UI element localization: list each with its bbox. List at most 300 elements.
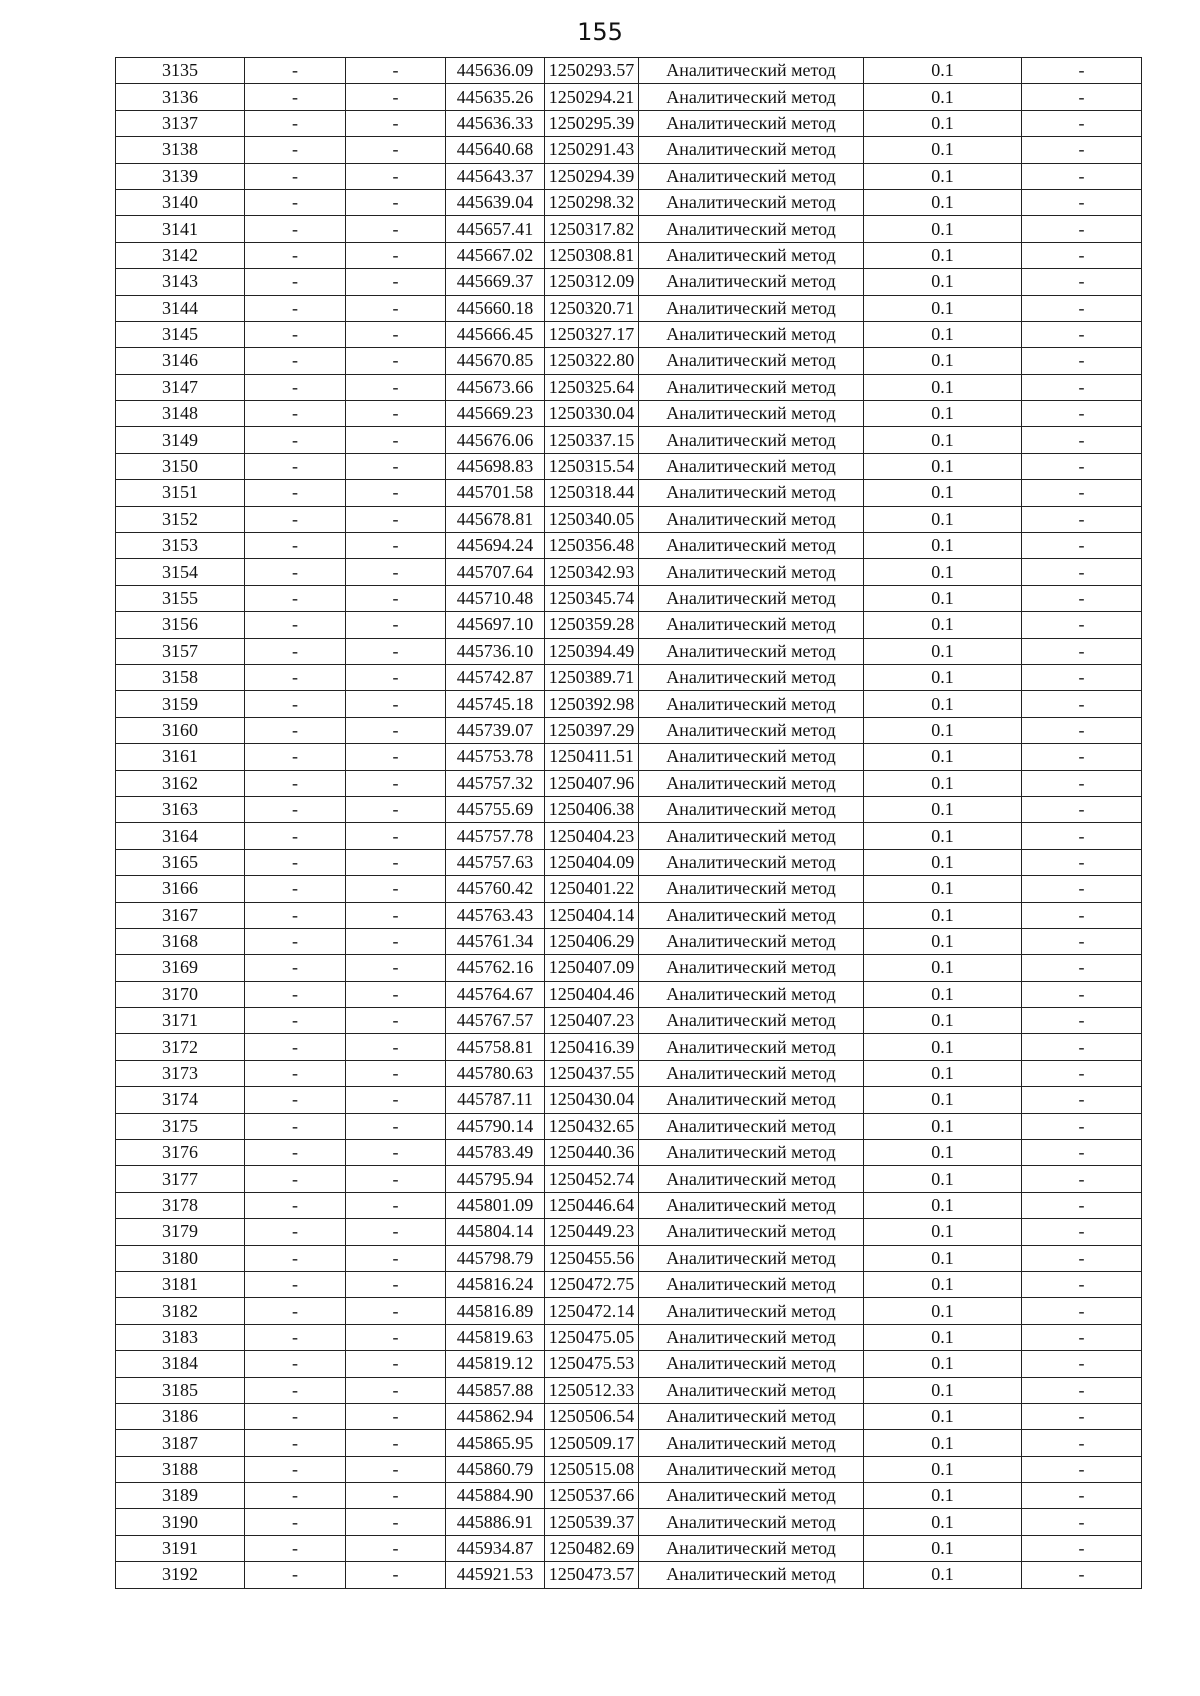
coord-y-cell: 1250294.39 [545,163,639,189]
point-number-cell: 3191 [116,1535,245,1561]
coord-x-cell: 445667.02 [446,242,545,268]
note-cell: - [1022,242,1142,268]
accuracy-cell: 0.1 [864,664,1022,690]
dash-cell-b: - [346,664,446,690]
dash-cell-b: - [346,585,446,611]
dash-cell-b: - [346,480,446,506]
method-cell: Аналитический метод [639,84,864,110]
point-number-cell: 3148 [116,401,245,427]
coord-x-cell: 445698.83 [446,453,545,479]
coord-y-cell: 1250404.23 [545,823,639,849]
coord-x-cell: 445857.88 [446,1377,545,1403]
coord-x-cell: 445669.37 [446,269,545,295]
accuracy-cell: 0.1 [864,137,1022,163]
coord-y-cell: 1250475.05 [545,1324,639,1350]
accuracy-cell: 0.1 [864,1377,1022,1403]
point-number-cell: 3149 [116,427,245,453]
table-row [116,1271,1142,1297]
accuracy-cell: 0.1 [864,480,1022,506]
accuracy-cell: 0.1 [864,691,1022,717]
dash-cell-b: - [346,1324,446,1350]
dash-cell-a: - [245,1456,346,1482]
dash-cell-a: - [245,928,346,954]
point-number-cell: 3181 [116,1271,245,1297]
accuracy-cell: 0.1 [864,559,1022,585]
point-number-cell: 3153 [116,533,245,559]
accuracy-cell: 0.1 [864,585,1022,611]
dash-cell-a: - [245,1060,346,1086]
dash-cell-a: - [245,849,346,875]
accuracy-cell: 0.1 [864,1034,1022,1060]
dash-cell-a: - [245,1166,346,1192]
coord-y-cell: 1250407.96 [545,770,639,796]
method-cell: Аналитический метод [639,480,864,506]
coord-x-cell: 445745.18 [446,691,545,717]
note-cell: - [1022,1034,1142,1060]
method-cell: Аналитический метод [639,533,864,559]
accuracy-cell: 0.1 [864,1166,1022,1192]
dash-cell-a: - [245,1430,346,1456]
method-cell: Аналитический метод [639,612,864,638]
dash-cell-a: - [245,1483,346,1509]
coord-x-cell: 445739.07 [446,717,545,743]
coord-y-cell: 1250539.37 [545,1509,639,1535]
table-row [116,691,1142,717]
table-row [116,295,1142,321]
dash-cell-a: - [245,638,346,664]
dash-cell-b: - [346,1113,446,1139]
method-cell: Аналитический метод [639,427,864,453]
coord-y-cell: 1250537.66 [545,1483,639,1509]
table-row [116,1430,1142,1456]
dash-cell-b: - [346,928,446,954]
method-cell: Аналитический метод [639,981,864,1007]
note-cell: - [1022,295,1142,321]
dash-cell-a: - [245,480,346,506]
dash-cell-a: - [245,242,346,268]
point-number-cell: 3142 [116,242,245,268]
accuracy-cell: 0.1 [864,955,1022,981]
coord-y-cell: 1250512.33 [545,1377,639,1403]
dash-cell-b: - [346,559,446,585]
dash-cell-a: - [245,453,346,479]
dash-cell-a: - [245,1298,346,1324]
note-cell: - [1022,506,1142,532]
coord-y-cell: 1250472.75 [545,1271,639,1297]
point-number-cell: 3136 [116,84,245,110]
dash-cell-a: - [245,1403,346,1429]
point-number-cell: 3141 [116,216,245,242]
method-cell: Аналитический метод [639,137,864,163]
table-row [116,401,1142,427]
coord-x-cell: 445676.06 [446,427,545,453]
method-cell: Аналитический метод [639,876,864,902]
note-cell: - [1022,691,1142,717]
dash-cell-b: - [346,506,446,532]
dash-cell-b: - [346,876,446,902]
dash-cell-b: - [346,691,446,717]
coord-y-cell: 1250404.09 [545,849,639,875]
accuracy-cell: 0.1 [864,216,1022,242]
accuracy-cell: 0.1 [864,58,1022,84]
table-row [116,1219,1142,1245]
table-row [116,1351,1142,1377]
dash-cell-a: - [245,1351,346,1377]
method-cell: Аналитический метод [639,1509,864,1535]
dash-cell-b: - [346,1219,446,1245]
note-cell: - [1022,1113,1142,1139]
coord-x-cell: 445758.81 [446,1034,545,1060]
note-cell: - [1022,902,1142,928]
accuracy-cell: 0.1 [864,1483,1022,1509]
point-number-cell: 3160 [116,717,245,743]
accuracy-cell: 0.1 [864,295,1022,321]
accuracy-cell: 0.1 [864,1087,1022,1113]
table-row [116,717,1142,743]
accuracy-cell: 0.1 [864,189,1022,215]
method-cell: Аналитический метод [639,902,864,928]
coord-x-cell: 445934.87 [446,1535,545,1561]
table-row [116,1298,1142,1324]
dash-cell-b: - [346,1535,446,1561]
coord-x-cell: 445736.10 [446,638,545,664]
coord-y-cell: 1250404.14 [545,902,639,928]
point-number-cell: 3145 [116,321,245,347]
point-number-cell: 3168 [116,928,245,954]
coord-y-cell: 1250312.09 [545,269,639,295]
dash-cell-a: - [245,1245,346,1271]
table-row [116,981,1142,1007]
dash-cell-b: - [346,242,446,268]
coord-x-cell: 445678.81 [446,506,545,532]
dash-cell-b: - [346,823,446,849]
accuracy-cell: 0.1 [864,453,1022,479]
table-row [116,876,1142,902]
table-row [116,744,1142,770]
point-number-cell: 3159 [116,691,245,717]
table-row [116,1034,1142,1060]
table-row [116,955,1142,981]
dash-cell-a: - [245,691,346,717]
note-cell: - [1022,110,1142,136]
point-number-cell: 3140 [116,189,245,215]
coord-x-cell: 445694.24 [446,533,545,559]
table-row [116,928,1142,954]
accuracy-cell: 0.1 [864,1535,1022,1561]
accuracy-cell: 0.1 [864,321,1022,347]
note-cell: - [1022,1166,1142,1192]
accuracy-cell: 0.1 [864,1324,1022,1350]
coord-x-cell: 445767.57 [446,1008,545,1034]
method-cell: Аналитический метод [639,163,864,189]
dash-cell-b: - [346,612,446,638]
dash-cell-b: - [346,321,446,347]
table-row [116,1562,1142,1588]
coord-y-cell: 1250416.39 [545,1034,639,1060]
coord-y-cell: 1250473.57 [545,1562,639,1588]
point-number-cell: 3172 [116,1034,245,1060]
point-number-cell: 3167 [116,902,245,928]
note-cell: - [1022,638,1142,664]
coord-x-cell: 445707.64 [446,559,545,585]
accuracy-cell: 0.1 [864,1219,1022,1245]
method-cell: Аналитический метод [639,928,864,954]
point-number-cell: 3150 [116,453,245,479]
coord-y-cell: 1250295.39 [545,110,639,136]
dash-cell-b: - [346,955,446,981]
coord-x-cell: 445757.32 [446,770,545,796]
dash-cell-a: - [245,269,346,295]
coord-x-cell: 445816.89 [446,1298,545,1324]
method-cell: Аналитический метод [639,1140,864,1166]
coord-y-cell: 1250325.64 [545,374,639,400]
dash-cell-a: - [245,664,346,690]
coord-x-cell: 445673.66 [446,374,545,400]
dash-cell-b: - [346,1271,446,1297]
accuracy-cell: 0.1 [864,1509,1022,1535]
dash-cell-b: - [346,1377,446,1403]
accuracy-cell: 0.1 [864,744,1022,770]
point-number-cell: 3170 [116,981,245,1007]
table-row [116,902,1142,928]
coord-y-cell: 1250337.15 [545,427,639,453]
dash-cell-a: - [245,559,346,585]
point-number-cell: 3169 [116,955,245,981]
method-cell: Аналитический метод [639,1456,864,1482]
method-cell: Аналитический метод [639,1192,864,1218]
note-cell: - [1022,955,1142,981]
method-cell: Аналитический метод [639,691,864,717]
table-row [116,533,1142,559]
method-cell: Аналитический метод [639,374,864,400]
table-row [116,638,1142,664]
coord-y-cell: 1250440.36 [545,1140,639,1166]
point-number-cell: 3179 [116,1219,245,1245]
table-row [116,1483,1142,1509]
method-cell: Аналитический метод [639,849,864,875]
dash-cell-a: - [245,1192,346,1218]
coord-y-cell: 1250472.14 [545,1298,639,1324]
accuracy-cell: 0.1 [864,348,1022,374]
dash-cell-a: - [245,717,346,743]
table-row [116,1324,1142,1350]
note-cell: - [1022,1509,1142,1535]
page-number: 155 [577,18,623,46]
note-cell: - [1022,1430,1142,1456]
point-number-cell: 3152 [116,506,245,532]
dash-cell-b: - [346,189,446,215]
accuracy-cell: 0.1 [864,1430,1022,1456]
point-number-cell: 3177 [116,1166,245,1192]
dash-cell-b: - [346,269,446,295]
method-cell: Аналитический метод [639,348,864,374]
point-number-cell: 3138 [116,137,245,163]
dash-cell-b: - [346,796,446,822]
note-cell: - [1022,137,1142,163]
accuracy-cell: 0.1 [864,506,1022,532]
method-cell: Аналитический метод [639,1166,864,1192]
method-cell: Аналитический метод [639,1483,864,1509]
method-cell: Аналитический метод [639,585,864,611]
point-number-cell: 3187 [116,1430,245,1456]
coord-x-cell: 445639.04 [446,189,545,215]
accuracy-cell: 0.1 [864,981,1022,1007]
coord-x-cell: 445816.24 [446,1271,545,1297]
method-cell: Аналитический метод [639,1430,864,1456]
accuracy-cell: 0.1 [864,823,1022,849]
note-cell: - [1022,559,1142,585]
dash-cell-a: - [245,876,346,902]
coord-y-cell: 1250437.55 [545,1060,639,1086]
coord-x-cell: 445755.69 [446,796,545,822]
dash-cell-a: - [245,401,346,427]
accuracy-cell: 0.1 [864,533,1022,559]
table-row [116,321,1142,347]
coord-y-cell: 1250430.04 [545,1087,639,1113]
point-number-cell: 3186 [116,1403,245,1429]
dash-cell-a: - [245,1087,346,1113]
dash-cell-a: - [245,1271,346,1297]
table-row [116,374,1142,400]
note-cell: - [1022,1298,1142,1324]
dash-cell-a: - [245,348,346,374]
accuracy-cell: 0.1 [864,1298,1022,1324]
coord-x-cell: 445798.79 [446,1245,545,1271]
table-row [116,1060,1142,1086]
point-number-cell: 3185 [116,1377,245,1403]
accuracy-cell: 0.1 [864,1403,1022,1429]
dash-cell-a: - [245,796,346,822]
table-row [116,427,1142,453]
method-cell: Аналитический метод [639,1377,864,1403]
point-number-cell: 3176 [116,1140,245,1166]
point-number-cell: 3175 [116,1113,245,1139]
coord-y-cell: 1250293.57 [545,58,639,84]
dash-cell-b: - [346,902,446,928]
coord-y-cell: 1250315.54 [545,453,639,479]
table-row [116,770,1142,796]
accuracy-cell: 0.1 [864,84,1022,110]
dash-cell-a: - [245,1219,346,1245]
table-row [116,1192,1142,1218]
dash-cell-b: - [346,1456,446,1482]
note-cell: - [1022,1245,1142,1271]
dash-cell-b: - [346,1430,446,1456]
table-row [116,1456,1142,1482]
dash-cell-a: - [245,84,346,110]
note-cell: - [1022,216,1142,242]
method-cell: Аналитический метод [639,1034,864,1060]
note-cell: - [1022,585,1142,611]
note-cell: - [1022,717,1142,743]
coord-y-cell: 1250406.29 [545,928,639,954]
method-cell: Аналитический метод [639,1535,864,1561]
point-number-cell: 3182 [116,1298,245,1324]
coordinates-table [115,57,1142,1589]
dash-cell-b: - [346,1166,446,1192]
note-cell: - [1022,1456,1142,1482]
point-number-cell: 3178 [116,1192,245,1218]
dash-cell-b: - [346,1087,446,1113]
coord-y-cell: 1250342.93 [545,559,639,585]
note-cell: - [1022,664,1142,690]
method-cell: Аналитический метод [639,1351,864,1377]
method-cell: Аналитический метод [639,823,864,849]
coord-y-cell: 1250509.17 [545,1430,639,1456]
table-row [116,453,1142,479]
coord-y-cell: 1250291.43 [545,137,639,163]
table-row [116,84,1142,110]
dash-cell-a: - [245,1034,346,1060]
coord-y-cell: 1250482.69 [545,1535,639,1561]
dash-cell-b: - [346,1351,446,1377]
note-cell: - [1022,1271,1142,1297]
note-cell: - [1022,1403,1142,1429]
table-row [116,506,1142,532]
accuracy-cell: 0.1 [864,796,1022,822]
coord-x-cell: 445757.78 [446,823,545,849]
dash-cell-a: - [245,1509,346,1535]
coord-y-cell: 1250394.49 [545,638,639,664]
note-cell: - [1022,321,1142,347]
dash-cell-b: - [346,1245,446,1271]
method-cell: Аналитический метод [639,453,864,479]
accuracy-cell: 0.1 [864,1271,1022,1297]
coord-x-cell: 445742.87 [446,664,545,690]
point-number-cell: 3147 [116,374,245,400]
accuracy-cell: 0.1 [864,770,1022,796]
note-cell: - [1022,928,1142,954]
coord-x-cell: 445660.18 [446,295,545,321]
dash-cell-b: - [346,1192,446,1218]
coord-y-cell: 1250446.64 [545,1192,639,1218]
dash-cell-a: - [245,374,346,400]
dash-cell-a: - [245,981,346,1007]
dash-cell-a: - [245,137,346,163]
coord-x-cell: 445710.48 [446,585,545,611]
note-cell: - [1022,1324,1142,1350]
coord-x-cell: 445886.91 [446,1509,545,1535]
method-cell: Аналитический метод [639,295,864,321]
point-number-cell: 3143 [116,269,245,295]
coord-y-cell: 1250392.98 [545,691,639,717]
dash-cell-b: - [346,981,446,1007]
coord-x-cell: 445636.33 [446,110,545,136]
method-cell: Аналитический метод [639,1298,864,1324]
dash-cell-a: - [245,1140,346,1166]
accuracy-cell: 0.1 [864,1456,1022,1482]
dash-cell-b: - [346,744,446,770]
coord-y-cell: 1250475.53 [545,1351,639,1377]
coord-x-cell: 445862.94 [446,1403,545,1429]
dash-cell-b: - [346,427,446,453]
accuracy-cell: 0.1 [864,1060,1022,1086]
dash-cell-b: - [346,401,446,427]
dash-cell-b: - [346,1140,446,1166]
note-cell: - [1022,401,1142,427]
coord-x-cell: 445860.79 [446,1456,545,1482]
coord-y-cell: 1250432.65 [545,1113,639,1139]
dash-cell-a: - [245,58,346,84]
coord-x-cell: 445635.26 [446,84,545,110]
note-cell: - [1022,1087,1142,1113]
dash-cell-b: - [346,216,446,242]
accuracy-cell: 0.1 [864,1140,1022,1166]
point-number-cell: 3155 [116,585,245,611]
method-cell: Аналитический метод [639,796,864,822]
coord-x-cell: 445640.68 [446,137,545,163]
accuracy-cell: 0.1 [864,928,1022,954]
